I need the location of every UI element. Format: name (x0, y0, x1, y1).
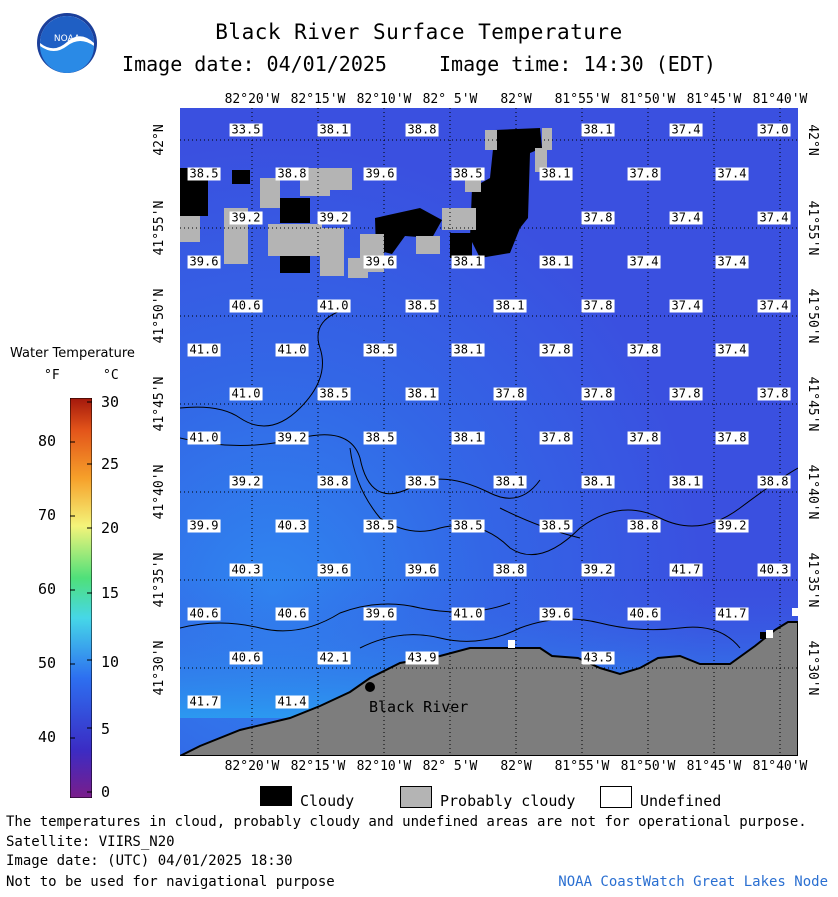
temp-label: 38.8 (319, 474, 349, 489)
lon-label-bottom: 82°W (500, 759, 532, 774)
black-river-marker (365, 682, 375, 692)
probably-cloudy-label: Probably cloudy (440, 792, 576, 810)
temp-label: 43.5 (583, 650, 613, 665)
credit-link[interactable]: NOAA CoastWatch Great Lakes Node (558, 874, 828, 890)
lon-label-bottom: 81°40'W (752, 759, 808, 774)
utc-image-date: Image date: (UTC) 04/01/2025 18:30 (6, 853, 293, 869)
lon-label-bottom: 81°55'W (554, 759, 610, 774)
legend-tick-c: 10 (101, 653, 120, 671)
temp-label: 39.2 (319, 210, 349, 225)
lat-label-right: 41°30'N (805, 640, 820, 696)
temp-label: 41.7 (189, 694, 219, 709)
black-river-label: Black River (369, 698, 469, 716)
temp-label: 38.1 (453, 342, 483, 357)
lon-label-top: 82°20'W (224, 92, 280, 107)
temp-label: 41.0 (189, 430, 219, 445)
temp-label: 41.0 (453, 606, 483, 621)
legend-tick-c: 30 (101, 393, 120, 411)
temp-label: 37.8 (671, 386, 701, 401)
image-date: Image date: 04/01/2025 (122, 52, 387, 76)
temp-label: 37.4 (629, 254, 659, 269)
temp-label: 41.0 (231, 386, 261, 401)
lon-label-bottom: 82°20'W (224, 759, 280, 774)
temp-label: 37.4 (671, 298, 701, 313)
temp-label: 37.4 (759, 298, 789, 313)
temp-label: 41.0 (189, 342, 219, 357)
temp-label: 38.5 (365, 518, 395, 533)
undefined-pixel (508, 640, 515, 648)
page-title: Black River Surface Temperature (215, 20, 623, 44)
temp-label: 37.8 (541, 342, 571, 357)
temp-label: 37.8 (583, 386, 613, 401)
temp-label: 38.1 (671, 474, 701, 489)
temp-label: 42.1 (319, 650, 349, 665)
color-scale-bar (70, 398, 92, 798)
temp-label: 41.7 (717, 606, 747, 621)
cloudy-swatch (260, 786, 292, 806)
temp-label: 39.6 (541, 606, 571, 621)
lon-label-top: 82°15'W (290, 92, 346, 107)
temp-label: 37.4 (717, 166, 747, 181)
lon-label-top: 81°45'W (686, 92, 742, 107)
temp-label: 38.1 (407, 386, 437, 401)
lat-label-right: 41°45'N (805, 376, 820, 432)
cloudy-label: Cloudy (300, 792, 355, 810)
undefined-swatch (600, 786, 632, 808)
temp-label: 40.6 (629, 606, 659, 621)
cloud-pixel (760, 632, 766, 639)
probably-cloudy-swatch (400, 786, 432, 808)
lat-label-left: 41°55'N (152, 200, 167, 256)
navigation-warning: Not to be used for navigational purpose (6, 874, 335, 890)
temp-label: 38.5 (319, 386, 349, 401)
lat-label-left: 41°45'N (152, 376, 167, 432)
temp-label: 39.6 (365, 166, 395, 181)
temp-label: 40.3 (759, 562, 789, 577)
temp-label: 39.2 (583, 562, 613, 577)
temp-label: 39.6 (365, 254, 395, 269)
temp-label: 38.5 (407, 474, 437, 489)
temp-label: 39.2 (717, 518, 747, 533)
temp-label: 38.8 (407, 122, 437, 137)
lat-label-right: 41°55'N (805, 200, 820, 256)
temp-label: 41.7 (671, 562, 701, 577)
temp-label: 37.8 (629, 342, 659, 357)
temp-label: 39.9 (189, 518, 219, 533)
temp-label: 37.4 (671, 210, 701, 225)
temp-label: 43.9 (407, 650, 437, 665)
temp-label: 39.2 (231, 210, 261, 225)
image-time: Image time: 14:30 (EDT) (439, 52, 716, 76)
temp-label: 38.1 (495, 298, 525, 313)
lat-label-left: 41°40'N (152, 464, 167, 520)
temp-label: 38.5 (189, 166, 219, 181)
lon-label-top: 81°50'W (620, 92, 676, 107)
temp-label: 38.1 (541, 166, 571, 181)
lon-label-top: 81°55'W (554, 92, 610, 107)
lon-label-bottom: 81°50'W (620, 759, 676, 774)
temp-label: 38.5 (541, 518, 571, 533)
lon-label-bottom: 82°15'W (290, 759, 346, 774)
legend-tick-f: 40 (38, 728, 57, 746)
legend-tick-c: 20 (101, 519, 120, 537)
temp-label: 39.6 (189, 254, 219, 269)
temp-label: 38.1 (453, 254, 483, 269)
lat-label-right: 42°N (805, 124, 820, 156)
temp-label: 38.5 (365, 342, 395, 357)
temp-label: 38.1 (453, 430, 483, 445)
legend-tick-f: 60 (38, 580, 57, 598)
lon-label-bottom: 82°10'W (356, 759, 412, 774)
temp-label: 41.0 (277, 342, 307, 357)
satellite-info: Satellite: VIIRS_N20 (6, 834, 175, 850)
lon-label-bottom: 82° 5'W (422, 759, 478, 774)
temp-label: 40.3 (231, 562, 261, 577)
temperature-map[interactable] (180, 108, 798, 756)
temp-label: 38.8 (759, 474, 789, 489)
lon-label-top: 82°10'W (356, 92, 412, 107)
temp-label: 41.4 (277, 694, 307, 709)
lat-label-left: 41°35'N (152, 552, 167, 608)
temp-label: 37.8 (759, 386, 789, 401)
temp-label: 38.1 (583, 474, 613, 489)
undefined-pixel (766, 630, 773, 638)
undefined-label: Undefined (640, 792, 722, 810)
temp-label: 38.1 (319, 122, 349, 137)
temp-label: 41.0 (319, 298, 349, 313)
legend-unit-f: °F (44, 368, 60, 383)
temp-label: 40.6 (231, 650, 261, 665)
legend-tick-f: 50 (38, 654, 57, 672)
temp-label: 38.5 (407, 298, 437, 313)
temp-label: 37.8 (583, 298, 613, 313)
temp-label: 40.6 (277, 606, 307, 621)
legend-tick-c: 15 (101, 584, 120, 602)
legend-tick-c: 0 (101, 783, 111, 801)
lon-label-top: 82° 5'W (422, 92, 478, 107)
lat-label-right: 41°50'N (805, 288, 820, 344)
temp-label: 38.5 (365, 430, 395, 445)
temp-label: 39.6 (407, 562, 437, 577)
temp-label: 39.6 (319, 562, 349, 577)
temp-label: 38.8 (495, 562, 525, 577)
temp-label: 37.4 (671, 122, 701, 137)
disclaimer: The temperatures in cloud, probably cloudy and undefined areas are not for operational purpose. (6, 814, 807, 830)
temp-label: 37.8 (583, 210, 613, 225)
temp-label: 40.6 (231, 298, 261, 313)
temp-label: 38.5 (453, 518, 483, 533)
legend-tick-c: 5 (101, 720, 111, 738)
lat-label-right: 41°40'N (805, 464, 820, 520)
undefined-pixel (792, 608, 798, 616)
temp-label: 38.5 (453, 166, 483, 181)
temp-label: 37.8 (541, 430, 571, 445)
temp-label: 33.5 (231, 122, 261, 137)
temp-label: 39.2 (231, 474, 261, 489)
temp-label: 37.8 (495, 386, 525, 401)
legend-tick-f: 80 (38, 432, 57, 450)
temp-label: 40.3 (277, 518, 307, 533)
image-date-time (0, 52, 838, 76)
temp-label: 39.6 (365, 606, 395, 621)
lon-label-top: 81°40'W (752, 92, 808, 107)
lat-label-left: 42°N (152, 124, 167, 156)
lat-label-left: 41°30'N (152, 640, 167, 696)
legend-tick-f: 70 (38, 506, 57, 524)
lon-label-bottom: 81°45'W (686, 759, 742, 774)
logo-text: NOAA (53, 34, 81, 44)
temp-label: 39.2 (277, 430, 307, 445)
lon-label-top: 82°W (500, 92, 532, 107)
temp-label: 37.4 (717, 254, 747, 269)
temp-label: 37.8 (629, 430, 659, 445)
legend-title: Water Temperature (10, 346, 135, 361)
temp-label: 38.1 (495, 474, 525, 489)
temp-label: 37.8 (629, 166, 659, 181)
temp-label: 37.4 (759, 210, 789, 225)
legend-unit-c: °C (103, 368, 119, 383)
temp-label: 38.1 (541, 254, 571, 269)
temp-label: 37.0 (759, 122, 789, 137)
lat-label-right: 41°35'N (805, 552, 820, 608)
temp-label: 38.8 (629, 518, 659, 533)
legend-tick-c: 25 (101, 455, 120, 473)
temp-label: 38.1 (583, 122, 613, 137)
temp-label: 38.8 (277, 166, 307, 181)
lat-label-left: 41°50'N (152, 288, 167, 344)
temp-label: 37.8 (717, 430, 747, 445)
map-key (260, 786, 820, 810)
temp-label: 37.4 (717, 342, 747, 357)
temp-label: 40.6 (189, 606, 219, 621)
